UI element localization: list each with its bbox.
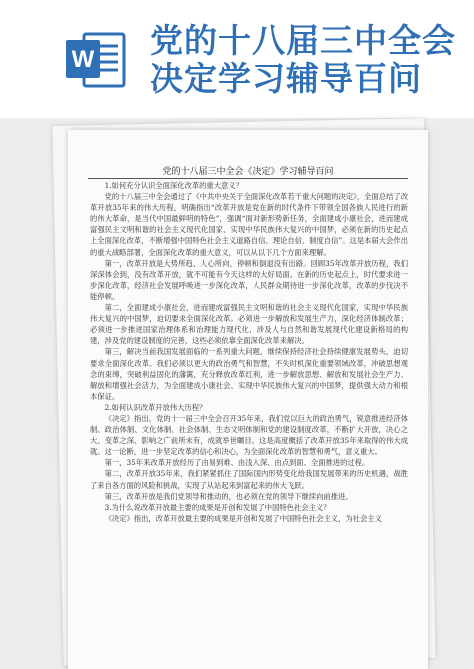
paragraph: 第二，全面建成小康社会，进而建成富强民主文明和谐的社会主义现代化国家，实现中华民族伟大复兴的中国梦，迫切要求全面深化改革。必须进一步解放和发展生产力，深化经济体制改革；必须进一步推进国家治理体系和治理能力现代化，涉及人与自然和谐发展现代化建设新格局的构建，涉及党的建设制度的完善，这些必须依靠全面深化改革来解决。: [90, 303, 408, 346]
paragraph: 《决定》指出，改革开放最主要的成果是开创和发展了中国特色社会主义，为社会主义: [104, 513, 382, 523]
paragraph: 第二，改革开放35年来，我们紧紧抓住了国际国内形势变化给我国发展带来的历史机遇，战胜了来自各方面的风险和挑战，实现了从站起来到富起来的伟大飞跃。: [90, 469, 408, 490]
header-banner: [0, 0, 474, 118]
word-icon-letter: W: [71, 46, 95, 73]
paragraph: 《决定》指出，党的十一届三中全会召开35年来，我们党以巨大的政治勇气，锐意推进经济体制、政治体制、文化体制、社会体制、生态文明体制和党的建设制度改革，不断扩大开放，决心之大、变革之深、影响之广前所未有，成就举世瞩目。这是高度概括了改革开放35年来取得的伟大成就。这一论断，进一步坚定改革的信心和决心，为全面深化改革的智慧和勇气，意义重大。: [90, 413, 408, 457]
banner-title: 党的十八届三中全会决定学习辅导百问: [150, 21, 456, 98]
paragraph: 党的十八届三中全会通过了《中共中央关于全面深化改革若干重大问题的决定》，全面总结了改革开放35年来的伟大历程，明确指出“改革开放是党在新的时代条件下带领全国各族人民进行的新的伟大革命，是当代中国最鲜明的特色”，强调“面对新形势新任务，全面建成小康社会，进而建成富强民主文明和谐的社会主义现代化国家、实现中华民族伟大复兴的中国梦，必须在新的历史起点上全面深化改革，不断增强中国特色社会主义道路自信、理论自信、制度自信”。这是本届大会作出的重大战略部署，全面深化改革的重大意义，可以从以下几个方面来理解。: [90, 192, 408, 257]
paragraph: 第三，解决当前我国发展面临的一系列重大问题，继续保持经济社会持续健康发展势头，迫切要求全面深化改革。我们必须以更大的政治勇气和智慧，不失时机深化重要领域改革，冲破思想观念的束缚，突破利益固化的藩篱，充分释放改革红利，进一步解放思想、解放和发展社会生产力、解放和增强社会活力，为全面建成小康社会、实现中华民族伟大复兴的中国梦，提供强大动力和根本保证。: [90, 347, 408, 401]
document-title: 党的十八届三中全会《决定》学习辅导百问: [88, 164, 408, 179]
question-heading: 3.为什么说改革开放最主要的成果是开创和发展了中国特色社会主义？: [104, 502, 331, 512]
paragraph: 第一，改革开放是大势所趋、人心所向，停顿和倒退没有出路。回顾35年改革开放历程，我们深深体会到，没有改革开放，就不可能有今天这样的大好局面。在新的历史起点上，时代要求进一步深化改革，经济社会发展呼唤进一步深化改革，人民群众期待进一步深化改革，改革的步伐决不能停顿。: [90, 258, 408, 301]
question-heading: 1.如何充分认识全面深化改革的重大意义？: [104, 181, 243, 190]
document-page: [68, 130, 428, 669]
word-doc-icon: [62, 26, 128, 92]
paragraph: 第三，改革开放是我们党领导和推动的，也必须在党的领导下继续向前推进。: [104, 491, 353, 501]
paragraph: 第一，35年来改革开放经历了由易到难、由浅入深、由点到面、全面推进的过程。: [104, 458, 370, 468]
question-heading: 2.如何认识改革开放伟大历程？: [104, 402, 207, 412]
document-body: [90, 180, 408, 524]
